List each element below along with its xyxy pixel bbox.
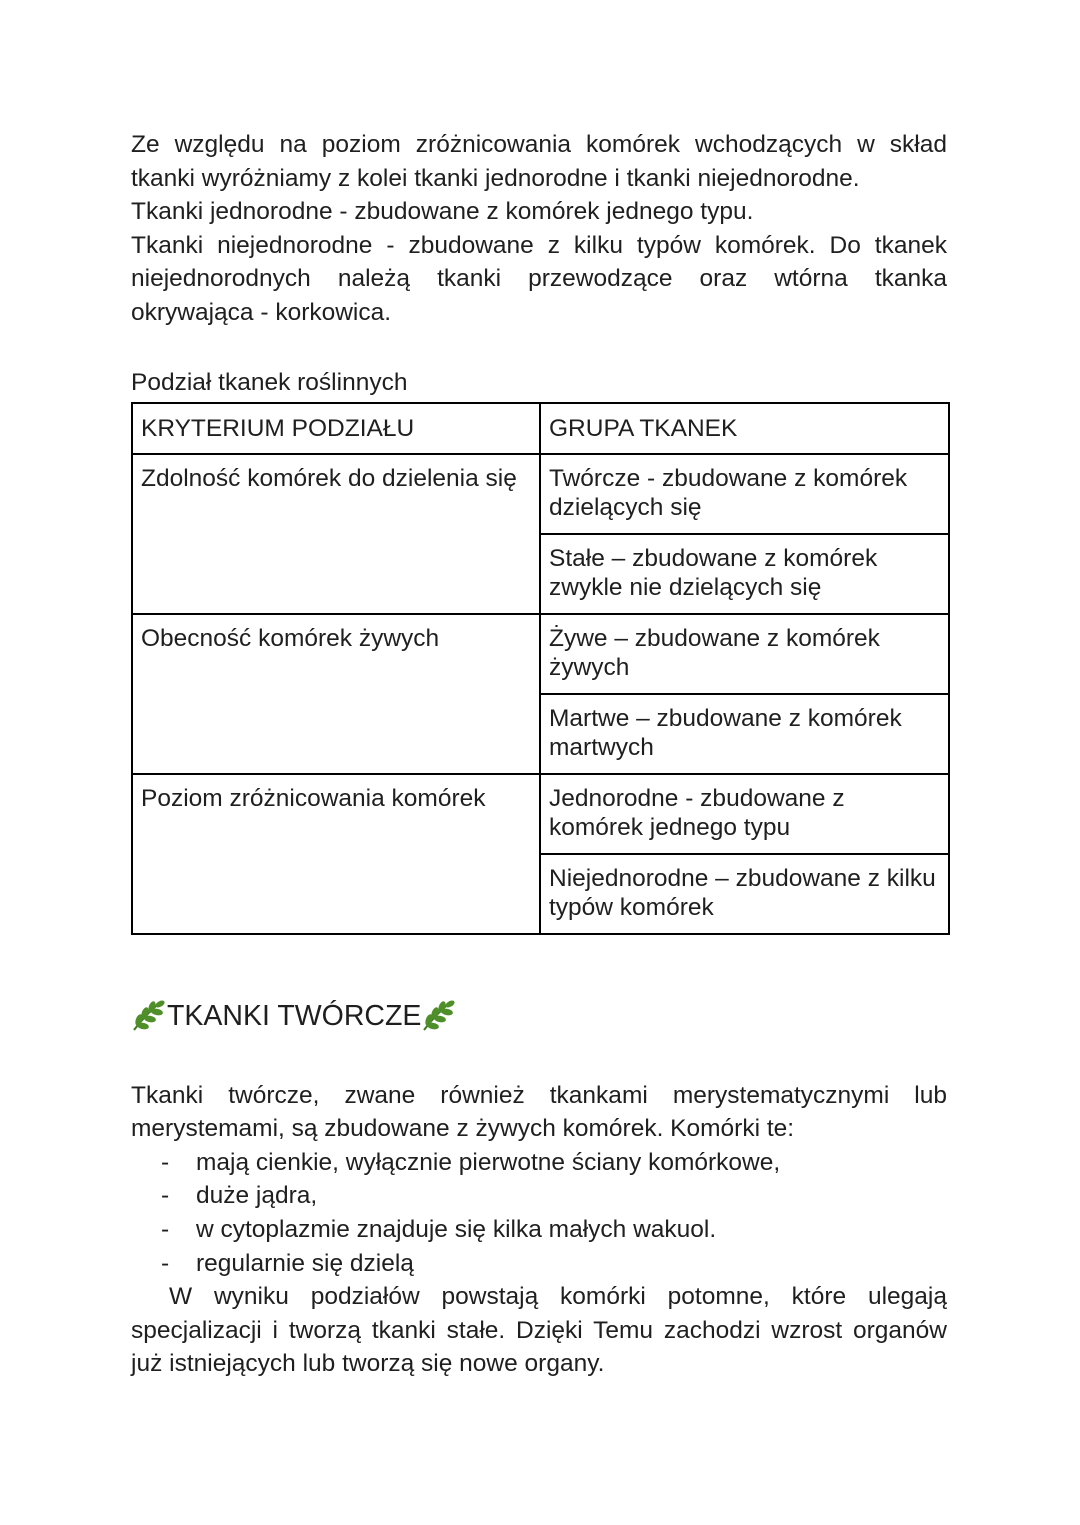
group-cell: Twórcze - zbudowane z komórek dzielących się [540,454,949,534]
table-caption: Podział tkanek roślinnych [131,368,408,396]
section-intro-paragraph: Tkanki twórcze, zwane również tkankami merystematycznymi lub merystemami, są zbudowane z żywych komórek. Komórki te: [131,1081,947,1143]
list-item-text: mają cienkie, wyłącznie pierwotne ściany komórkowe, [196,1148,781,1176]
header-group: GRUPA TKANEK [540,403,949,454]
section-title: TKANKI TWÓRCZE [167,999,422,1032]
header-criterion: KRYTERIUM PODZIAŁU [132,403,540,454]
group-cell: Niejednorodne – zbudowane z kilku typów komórek [540,854,949,934]
tissue-classification-table [131,402,950,935]
table-row [132,774,949,854]
criterion-cell: Zdolność komórek do dzielenia się [132,454,540,614]
intro-paragraph-1: Ze względu na poziom zróżnicowania komórek wchodzących w skład tkanki wyróżniamy z kolei tkanki jednorodne i tkanki niejednorodne. [131,131,947,192]
group-cell: Stałe – zbudowane z komórek zwykle nie dzielących się [540,534,949,614]
list-item [161,1213,947,1247]
group-cell: Jednorodne - zbudowane z komórek jednego typu [540,774,949,854]
intro-paragraph-3: Tkanki niejednorodne - zbudowane z kilku typów komórek. Do tkanek niejednorodnych należą tkanki przewodzące oraz wtórna tkanka okrywająca - korkowica. [131,231,947,326]
criterion-cell: Poziom zróżnicowania komórek [132,774,540,934]
table-row [132,614,949,694]
section-closing-paragraph: W wyniku podziałów powstają komórki potomne, które ulegają specjalizacji i tworzą tkanki stałe. Dzięki Temu zachodzi wzrost organów już istniejących lub tworzą się nowe organy. [131,1283,947,1378]
list-dash: - [161,1182,170,1210]
document-page [131,128,947,1381]
intro-paragraph-2: Tkanki jednorodne - zbudowane z komórek jednego typu. [131,198,754,226]
group-cell: Martwe – zbudowane z komórek martwych [540,694,949,774]
list-dash: - [161,1249,170,1277]
list-item [161,1146,947,1180]
list-item-text: duże jądra, [196,1182,318,1210]
list-item-text: w cytoplazmie znajduje się kilka małych wakuol. [196,1216,717,1244]
cell-features-list [131,1146,947,1280]
list-item [161,1179,947,1213]
list-item-text: regularnie się dzielą [196,1249,414,1277]
herb-leaf-icon [421,1000,455,1032]
list-item [161,1247,947,1281]
table-row [132,454,949,534]
section-heading [131,999,947,1033]
herb-leaf-icon [131,1000,165,1032]
list-dash: - [161,1216,170,1244]
list-dash: - [161,1148,170,1176]
group-cell: Żywe – zbudowane z komórek żywych [540,614,949,694]
table-header-row [132,403,949,454]
criterion-cell: Obecność komórek żywych [132,614,540,774]
